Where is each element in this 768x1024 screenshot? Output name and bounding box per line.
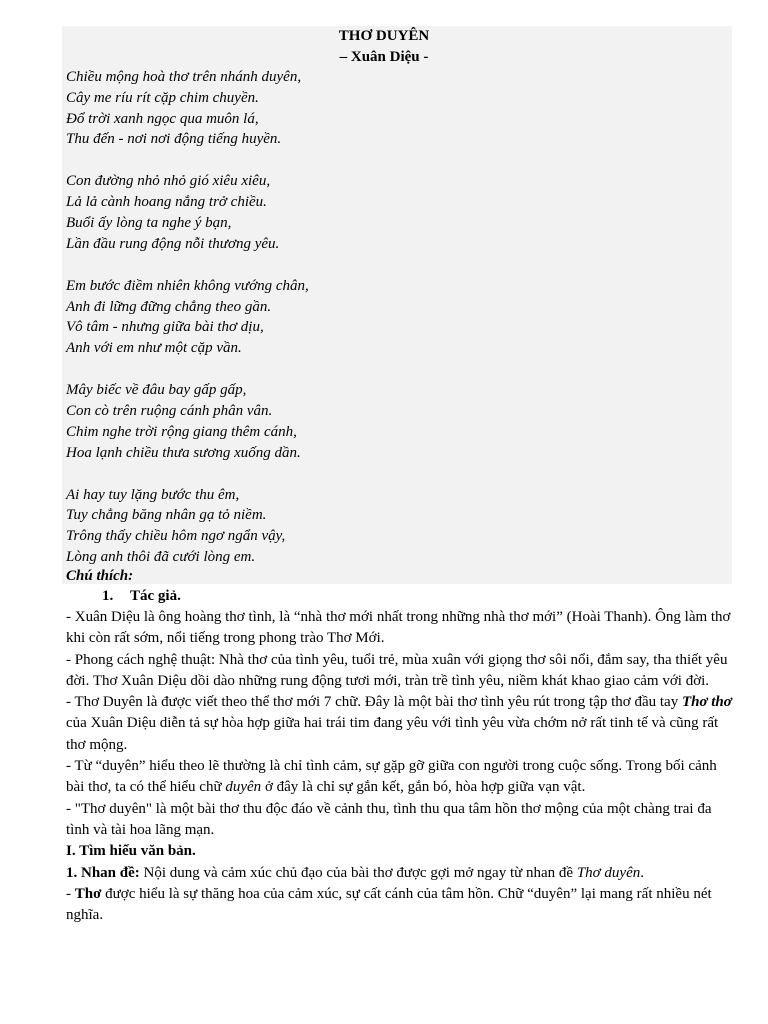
emphasis-word: duyên [225, 779, 262, 796]
emphasis-title: Thơ duyên [576, 864, 641, 881]
text-run: - [66, 885, 75, 902]
text-run: - Từ “duyên” hiểu theo lẽ thường là chỉ tình cảm, sự gặp gỡ giữa con người trong cuộc sống. Trong bối cảnh bài thơ, ta có thể hiểu chữ [66, 758, 717, 796]
poem-line: Hoa lạnh chiều thưa sương xuống dần. [66, 444, 301, 461]
section-number: 1. [102, 588, 114, 604]
paragraph: - "Thơ duyên" là một bài thơ thu độc đáo về cảnh thu, tình thu qua tâm hồn thơ mộng của một chàng trai đa tình và tài hoa lãng mạn. [66, 800, 712, 838]
poem-line: Chiều mộng hoà thơ trên nhánh duyên, [66, 69, 302, 85]
poem-line: Chim nghe trời rộng giang thêm cánh, [66, 423, 297, 440]
paragraph: - Xuân Diệu là ông hoàng thơ tình, là “nhà thơ mới nhất trong những nhà thơ mới” (Hoài Thanh). Ông làm thơ khi còn rất sớm, nổi tiếng trong phong trào Thơ Mới. [66, 609, 731, 647]
paragraph [66, 756, 732, 799]
poem-line: Em bước điềm nhiên không vướng chân, [66, 277, 309, 294]
notes-body [66, 607, 732, 926]
poem-line: Anh đi lững đững chẳng theo gần. [66, 298, 272, 315]
text-run: ở đây là chỉ sự gắn kết, gắn bó, hòa hợp giữa vạn vật. [261, 779, 586, 796]
poem [66, 67, 726, 568]
text-run: của Xuân Diệu diễn tả sự hòa hợp giữa hai trái tim đang yêu với tình yêu vừa chớm nở rất tinh tế và cũng rất thơ mộng. [66, 715, 719, 753]
poem-author: – Xuân Diệu - [339, 49, 429, 65]
poem-stanza [66, 380, 726, 463]
poem-stanza [66, 276, 726, 359]
poem-line: Ai hay tuy lặng bước thu êm, [66, 486, 240, 503]
paragraph [66, 692, 732, 756]
section-heading-author [102, 587, 181, 605]
poem-line: Con cò trên ruộng cánh phân vân. [66, 402, 273, 419]
paragraph: - Phong cách nghệ thuật: Nhà thơ của tình yêu, tuổi trẻ, mùa xuân với giọng thơ sôi nổi, đắm say, tha thiết yêu đời. Thơ Xuân Diệu dồi dào những rung động tươi mới, tràn trề tình yêu, niềm khát khao giao cảm với đời. [66, 651, 728, 689]
poem-line: Lòng anh thôi đã cưới lòng em. [66, 548, 256, 565]
paragraph [66, 863, 732, 884]
text-run: . [640, 864, 644, 881]
text-run: được hiểu là sự thăng hoa của cảm xúc, sự cất cánh của tâm hồn. Chữ “duyên” lại mang rất nhiều nét nghĩa. [66, 885, 712, 924]
subheading-title: 1. Nhan đề: [66, 864, 140, 881]
poem-line: Lần đầu rung động nỗi thương yêu. [66, 235, 280, 252]
poem-stanza [66, 67, 726, 150]
section-heading-text-study: I. Tìm hiểu văn bản. [66, 843, 196, 860]
poem-line: Vô tâm - nhưng giữa bài thơ dịu, [66, 319, 264, 336]
bold-term: Thơ [74, 885, 102, 902]
notes-label: Chú thích: [66, 568, 134, 584]
text-run: - Thơ Duyên là được viết theo thể thơ mới 7 chữ. Đây là một bài thơ tình yêu rút trong tập thơ đầu tay [66, 694, 682, 711]
poem-line: Con đường nhỏ nhỏ gió xiêu xiêu, [66, 173, 271, 190]
text-run: Nội dung và cảm xúc chủ đạo của bài thơ được gợi mở ngay từ nhan đề [139, 864, 577, 881]
collection-title: Thơ thơ [681, 694, 732, 711]
paragraph [66, 884, 732, 927]
poem-line: Thu đến - nơi nơi động tiếng huyền. [66, 131, 282, 148]
poem-line: Trông thấy chiều hôm ngơ ngẩn vậy, [66, 528, 286, 545]
section-heading-text: Tác giả. [130, 588, 181, 604]
page-title: THƠ DUYÊN [338, 28, 430, 44]
poem-line: Đổ trời xanh ngọc qua muôn lá, [66, 110, 259, 127]
poem-line: Anh với em như một cặp vần. [66, 340, 242, 357]
poem-line: Tuy chẳng băng nhân gạ tỏ niềm. [66, 507, 267, 524]
poem-line: Cây me ríu rít cặp chim chuyền. [66, 89, 259, 106]
poem-line: Lả lả cành hoang nắng trở chiều. [66, 194, 267, 211]
poem-line: Buổi ấy lòng ta nghe ý bạn, [66, 214, 232, 231]
poem-stanza [66, 171, 726, 254]
poem-line: Mây biếc về đâu bay gấp gấp, [66, 382, 247, 399]
poem-stanza [66, 485, 726, 568]
